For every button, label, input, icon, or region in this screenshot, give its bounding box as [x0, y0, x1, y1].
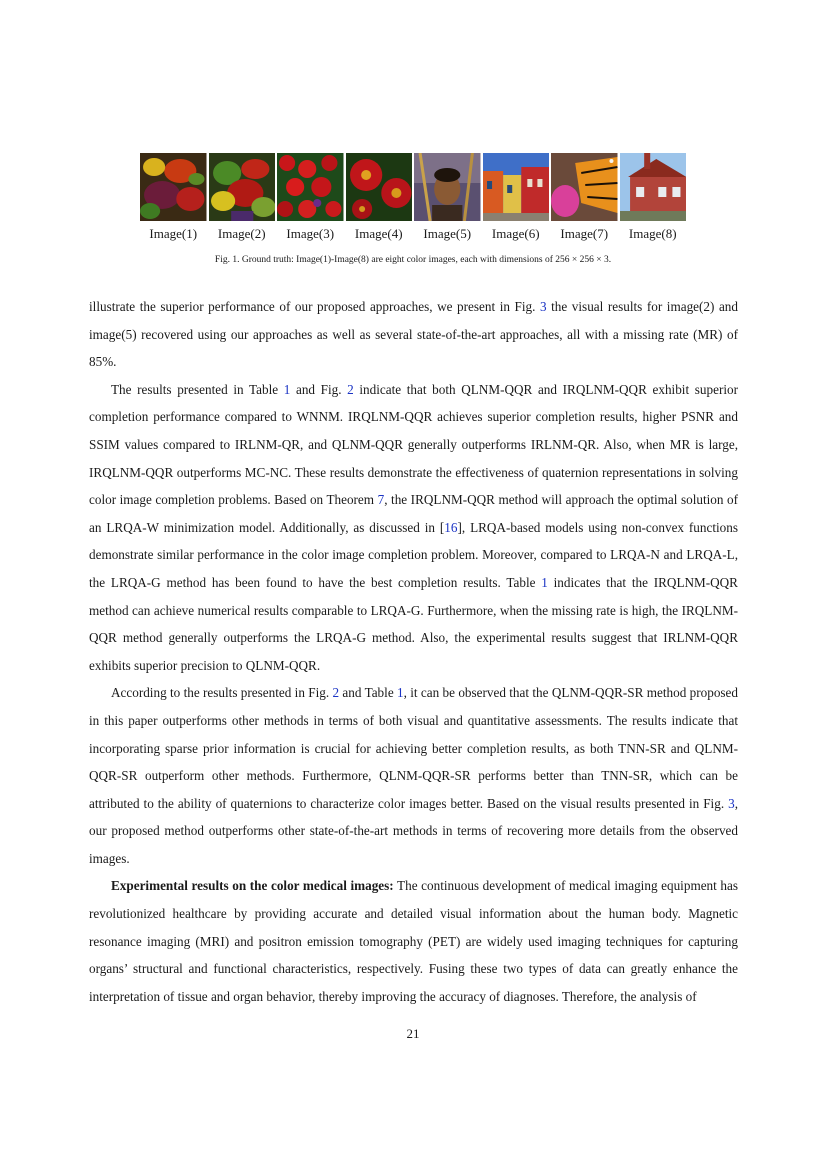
paragraph-1: illustrate the superior performance of our proposed approaches, we present in Fig. 3 the visual results for image(2) and image(5) recovered using our approaches as well as several state-of-the-art approaches, all with a missing rate (MR) of 85%. [89, 299, 738, 370]
theorem-ref-link[interactable]: 7 [377, 492, 385, 508]
image-label: Image(7) [560, 226, 609, 241]
citation-link[interactable]: 16 [444, 519, 458, 535]
figure-ref-link[interactable]: 2 [347, 381, 354, 397]
thumbnail-labels [140, 226, 686, 242]
image-label: Image(5) [423, 226, 472, 241]
body-text [89, 293, 738, 1010]
section-heading: Experimental results on the color medical images: [111, 878, 394, 894]
figure-ref-link[interactable]: 2 [332, 685, 340, 701]
image-5-portrait [414, 153, 481, 221]
image-label: Image(6) [491, 226, 540, 241]
figure-ref-link[interactable]: 3 [728, 795, 735, 811]
image-2-peppers [209, 153, 276, 221]
image-label: Image(1) [149, 226, 198, 241]
paragraph-2: The results presented in Table 1 and Fig. 2 indicate that both QLNM-QQR and IRQLNM-QQR exhibit superior completion performance compared to WNNM. IRQLNM-QQR achieves superior completion results, higher PSNR and SSIM values compared to IRLNM-QR, and QLNM-QQR generally outperforms IRLNM-QR. Also, when MR is large, IRQLNM-QQR outperforms MC-NC. These results demonstrate the effectiveness of quaternion representations in solving color image completion problems. Based on Theorem 7, the IRQLNM-QQR method will approach the optimal solution of an LRQA-W minimization model. Additionally, as discussed in [16], LRQA-based models using non-convex functions demonstrate similar performance in the color image completion problem. Moreover, compared to LRQA-N and LRQA-L, the LRQA-G method has been found to have the best completion results. Table 1 indicates that the IRQLNM-QQR method can achieve numerical results comparable to LRQA-G. Furthermore, when the missing rate is high, the IRQLNM-QQR method generally outperforms the LRQA-G method. Also, the experimental results suggest that IRLNM-QQR exhibits superior precision to QLNM-QQR. [89, 381, 738, 673]
image-3-red-flowers [277, 153, 344, 221]
table-ref-link[interactable]: 1 [283, 381, 291, 397]
image-label: Image(3) [286, 226, 335, 241]
image-label: Image(4) [354, 226, 403, 241]
image-label: Image(2) [217, 226, 266, 241]
image-label: Image(8) [628, 226, 677, 241]
image-1-vegetables [140, 153, 207, 221]
table-ref-link[interactable]: 1 [541, 574, 548, 590]
figure-1 [140, 153, 686, 242]
page-number: 21 [406, 1026, 420, 1041]
image-8-house [620, 153, 687, 221]
thumbnail-strip [140, 153, 686, 221]
figure-caption: Fig. 1. Ground truth: Image(1)-Image(8) are eight color images, each with dimensions of 256 × 256 × 3. [214, 255, 612, 265]
table-ref-link[interactable]: 1 [397, 685, 404, 701]
image-4-daisies [346, 153, 413, 221]
paragraph-4: Experimental results on the color medical images: The continuous development of medical imaging equipment has revolutionized healthcare by providing accurate and detailed visual information about the human body. Magnetic resonance imaging (MRI) and positron emission tomography (PET) are widely used imaging techniques for capturing organs’ structural and functional characteristics, respectively. Fusing these two types of data can greatly enhance the interpretation of tissue and organ behavior, thereby improving the accuracy of diagnoses. Therefore, the analysis of [89, 878, 738, 1004]
image-6-houses [483, 153, 550, 221]
image-7-butterfly [551, 153, 618, 221]
paragraph-3: According to the results presented in Fig. 2 and Table 1, it can be observed that the QLNM-QQR-SR method proposed in this paper outperforms other methods in terms of both visual and quantitative assessments. The results indicate that incorporating sparse prior information is crucial for achieving better completion results, as both TNN-SR and QLNM-QQR-SR outperform other methods. Furthermore, QLNM-QQR-SR performs better than TNN-SR, which can be attributed to the ability of quaternions to characterize color images better. Based on the visual results presented in Fig. 3, our proposed method outperforms other state-of-the-art methods in terms of recovering more details from the observed images. [89, 685, 738, 866]
figure-ref-link[interactable]: 3 [539, 299, 547, 314]
